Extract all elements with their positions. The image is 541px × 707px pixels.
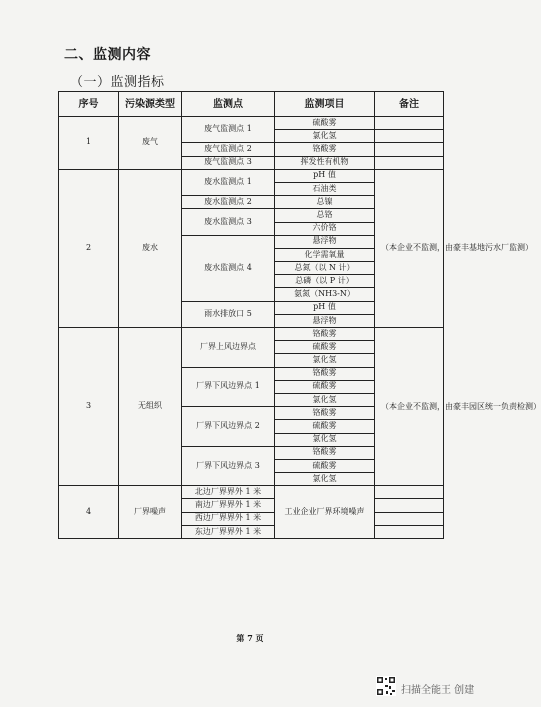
source-type: 厂界噪声	[119, 486, 182, 539]
monitoring-item: 铬酸雾	[275, 407, 375, 420]
row-number: 2	[59, 169, 119, 327]
qr-code-icon	[376, 676, 396, 696]
monitoring-point: 南边厂界界外 1 米	[182, 499, 275, 512]
monitoring-point: 厂界上风边界点	[182, 328, 275, 368]
monitoring-item: 六价铬	[275, 222, 375, 235]
monitoring-item: 悬浮物	[275, 314, 375, 327]
monitoring-item: 石油类	[275, 182, 375, 195]
page-number: 第 7 页	[236, 633, 264, 643]
monitoring-item: 铬酸雾	[275, 143, 375, 156]
table-body	[59, 117, 541, 539]
monitoring-item: 总磷（以 P 计）	[275, 275, 375, 288]
table-row	[59, 169, 444, 182]
monitoring-item: 硫酸雾	[275, 420, 375, 433]
monitoring-point: 废水监测点 4	[182, 235, 275, 301]
section-heading: 二、监测内容	[64, 47, 151, 63]
monitoring-item: 氨氮（NH3-N）	[275, 288, 375, 301]
scanner-watermark: 扫描全能王 创建	[401, 685, 475, 696]
table-header-row	[59, 92, 444, 117]
monitoring-item: 总铬	[275, 209, 375, 222]
remark-cell	[375, 512, 444, 525]
monitoring-item: 氯化氢	[275, 393, 375, 406]
monitoring-item: 工业企业厂界环境噪声	[275, 486, 375, 539]
header-remark: 备注	[375, 92, 444, 117]
monitoring-table	[58, 91, 541, 539]
header-source-type: 污染源类型	[119, 92, 182, 117]
monitoring-item: pH 值	[275, 301, 375, 314]
remark-note: （本企业不监测，由豪丰基地污水厂监测）	[375, 169, 444, 327]
monitoring-point: 废水监测点 1	[182, 169, 275, 195]
source-type: 废气	[119, 117, 182, 170]
remark-cell	[375, 130, 444, 143]
monitoring-item: 挥发性有机物	[275, 156, 375, 169]
monitoring-item: 氯化氢	[275, 130, 375, 143]
remark-cell	[375, 499, 444, 512]
monitoring-item: 总镍	[275, 196, 375, 209]
monitoring-point: 西边厂界界外 1 米	[182, 512, 275, 525]
monitoring-point: 废水监测点 3	[182, 209, 275, 235]
remark-cell	[375, 117, 444, 130]
source-type: 废水	[119, 169, 182, 327]
header-monitoring-point: 监测点	[182, 92, 275, 117]
monitoring-point: 东边厂界界外 1 米	[182, 525, 275, 538]
monitoring-item: 硫酸雾	[275, 341, 375, 354]
monitoring-point: 厂界下风边界点 2	[182, 407, 275, 447]
monitoring-point: 废气监测点 2	[182, 143, 275, 156]
monitoring-point: 废气监测点 1	[182, 117, 275, 143]
remark-cell	[375, 156, 444, 169]
monitoring-point: 废气监测点 3	[182, 156, 275, 169]
monitoring-item: 氯化氢	[275, 473, 375, 486]
monitoring-item: 硫酸雾	[275, 459, 375, 472]
monitoring-item: 铬酸雾	[275, 328, 375, 341]
monitoring-item: pH 值	[275, 169, 375, 182]
monitoring-point: 厂界下风边界点 1	[182, 367, 275, 407]
monitoring-item: 氯化氢	[275, 433, 375, 446]
remark-note: （本企业不监测，由豪丰园区统一负责检测）	[375, 328, 444, 486]
remark-cell	[375, 143, 444, 156]
table-row	[59, 117, 444, 130]
monitoring-item: 硫酸雾	[275, 380, 375, 393]
table-row	[59, 328, 444, 341]
row-number: 1	[59, 117, 119, 170]
monitoring-item: 悬浮物	[275, 235, 375, 248]
row-number: 3	[59, 328, 119, 486]
monitoring-point: 厂界下风边界点 3	[182, 446, 275, 486]
monitoring-item: 铬酸雾	[275, 367, 375, 380]
table-row	[59, 486, 444, 499]
subsection-heading: （一）监测指标	[70, 75, 165, 90]
monitoring-item: 氯化氢	[275, 354, 375, 367]
header-no: 序号	[59, 92, 119, 117]
monitoring-item: 总氮（以 N 计）	[275, 262, 375, 275]
header-monitoring-item: 监测项目	[275, 92, 375, 117]
monitoring-item: 化学需氧量	[275, 248, 375, 261]
monitoring-item: 铬酸雾	[275, 446, 375, 459]
monitoring-point: 废水监测点 2	[182, 196, 275, 209]
source-type: 无组织	[119, 328, 182, 486]
remark-cell	[375, 486, 444, 499]
remark-cell	[375, 525, 444, 538]
monitoring-point: 雨水排放口 5	[182, 301, 275, 327]
monitoring-point: 北边厂界界外 1 米	[182, 486, 275, 499]
monitoring-item: 硫酸雾	[275, 117, 375, 130]
row-number: 4	[59, 486, 119, 539]
